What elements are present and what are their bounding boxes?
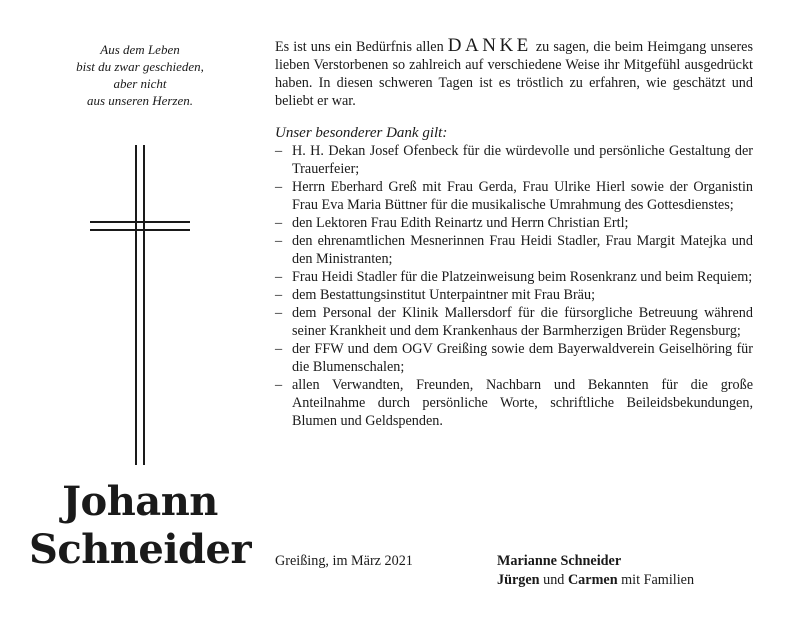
signer-name: Marianne Schneider	[497, 553, 622, 569]
motto-line: aber nicht	[113, 76, 167, 91]
signer-connector: und	[539, 572, 568, 588]
thanks-list	[275, 142, 753, 430]
list-item-text: dem Personal der Klinik Mallersdorf für die fürsorgliche Betreuung während seiner Krankheit und dem Krankenhaus der Barmherzigen Brüder Regensburg;	[292, 305, 753, 339]
signer-name: Carmen	[567, 572, 618, 588]
place-date: Greißing, im März 2021	[275, 553, 413, 569]
list-dash: –	[275, 341, 283, 357]
motto-line: bist du zwar geschieden,	[76, 59, 204, 74]
list-item-text: Herrn Eberhard Greß mit Frau Gerda, Frau Ulrike Hierl sowie der Organistin Frau Eva Maria Büttner für die musikalische Umrahmung des Gottesdienstes;	[292, 179, 753, 213]
list-item	[275, 304, 753, 340]
list-item	[275, 214, 753, 232]
list-item	[275, 268, 753, 286]
cross-icon	[90, 145, 190, 465]
deceased-last-name: Schneider	[28, 526, 252, 573]
intro-text-end: zu sagen, die beim Heimgang unseres lieben Verstorbenen so zahlreich auf verschiedene Weise ihr Mitgefühl ausgedrückt haben. In diesen schweren Tagen ist es tröstlich zu erfahren, wie geschätzt und beliebt er war.	[275, 39, 753, 109]
intro-text-start: Es ist uns ein Bedürfnis allen	[275, 39, 448, 55]
list-item	[275, 178, 753, 214]
deceased-first-name: Johann	[62, 478, 218, 525]
danke-word: DANKE	[447, 35, 532, 56]
list-item-text: dem Bestattungsinstitut Unterpaintner mit Frau Bräu;	[292, 287, 596, 303]
thanks-text	[275, 37, 753, 430]
list-dash: –	[275, 305, 283, 321]
intro-paragraph	[275, 37, 753, 110]
list-item	[275, 286, 753, 304]
list-dash: –	[275, 233, 283, 249]
motto-line: Aus dem Leben	[100, 42, 180, 57]
signers	[497, 552, 694, 590]
list-dash: –	[275, 287, 283, 303]
motto-line: aus unseren Herzen.	[86, 93, 194, 108]
signer-suffix: mit Familien	[617, 572, 695, 588]
list-item	[275, 340, 753, 376]
deceased-name	[20, 478, 260, 574]
list-item	[275, 142, 753, 178]
list-item	[275, 376, 753, 430]
list-dash: –	[275, 143, 283, 159]
signer-name: Jürgen	[497, 572, 540, 588]
list-item-text: Frau Heidi Stadler für die Platzeinweisung beim Rosenkranz und beim Requiem;	[292, 269, 753, 285]
list-dash: –	[275, 179, 283, 195]
list-dash: –	[275, 377, 283, 393]
list-item-text: den Lektoren Frau Edith Reinartz und Herrn Christian Ertl;	[292, 215, 629, 231]
list-item	[275, 232, 753, 268]
thanks-heading: Unser besonderer Dank gilt:	[275, 125, 448, 141]
list-item-text: H. H. Dekan Josef Ofenbeck für die würdevolle und persönliche Gestaltung der Trauerfeier;	[292, 143, 753, 177]
list-item-text: der FFW und dem OGV Greißing sowie dem Bayerwaldverein Geiselhöring für die Blumenschalen;	[292, 341, 753, 375]
memorial-motto	[40, 41, 240, 109]
list-item-text: den ehrenamtlichen Mesnerinnen Frau Heidi Stadler, Frau Margit Matejka und den Ministranten;	[292, 233, 753, 267]
list-item-text: allen Verwandten, Freunden, Nachbarn und Bekannten für die große Anteilnahme durch persönliche Worte, schriftliche Beileidsbekundungen, Blumen und Geldspenden.	[292, 377, 753, 429]
list-dash: –	[275, 215, 283, 231]
list-dash: –	[275, 269, 283, 285]
